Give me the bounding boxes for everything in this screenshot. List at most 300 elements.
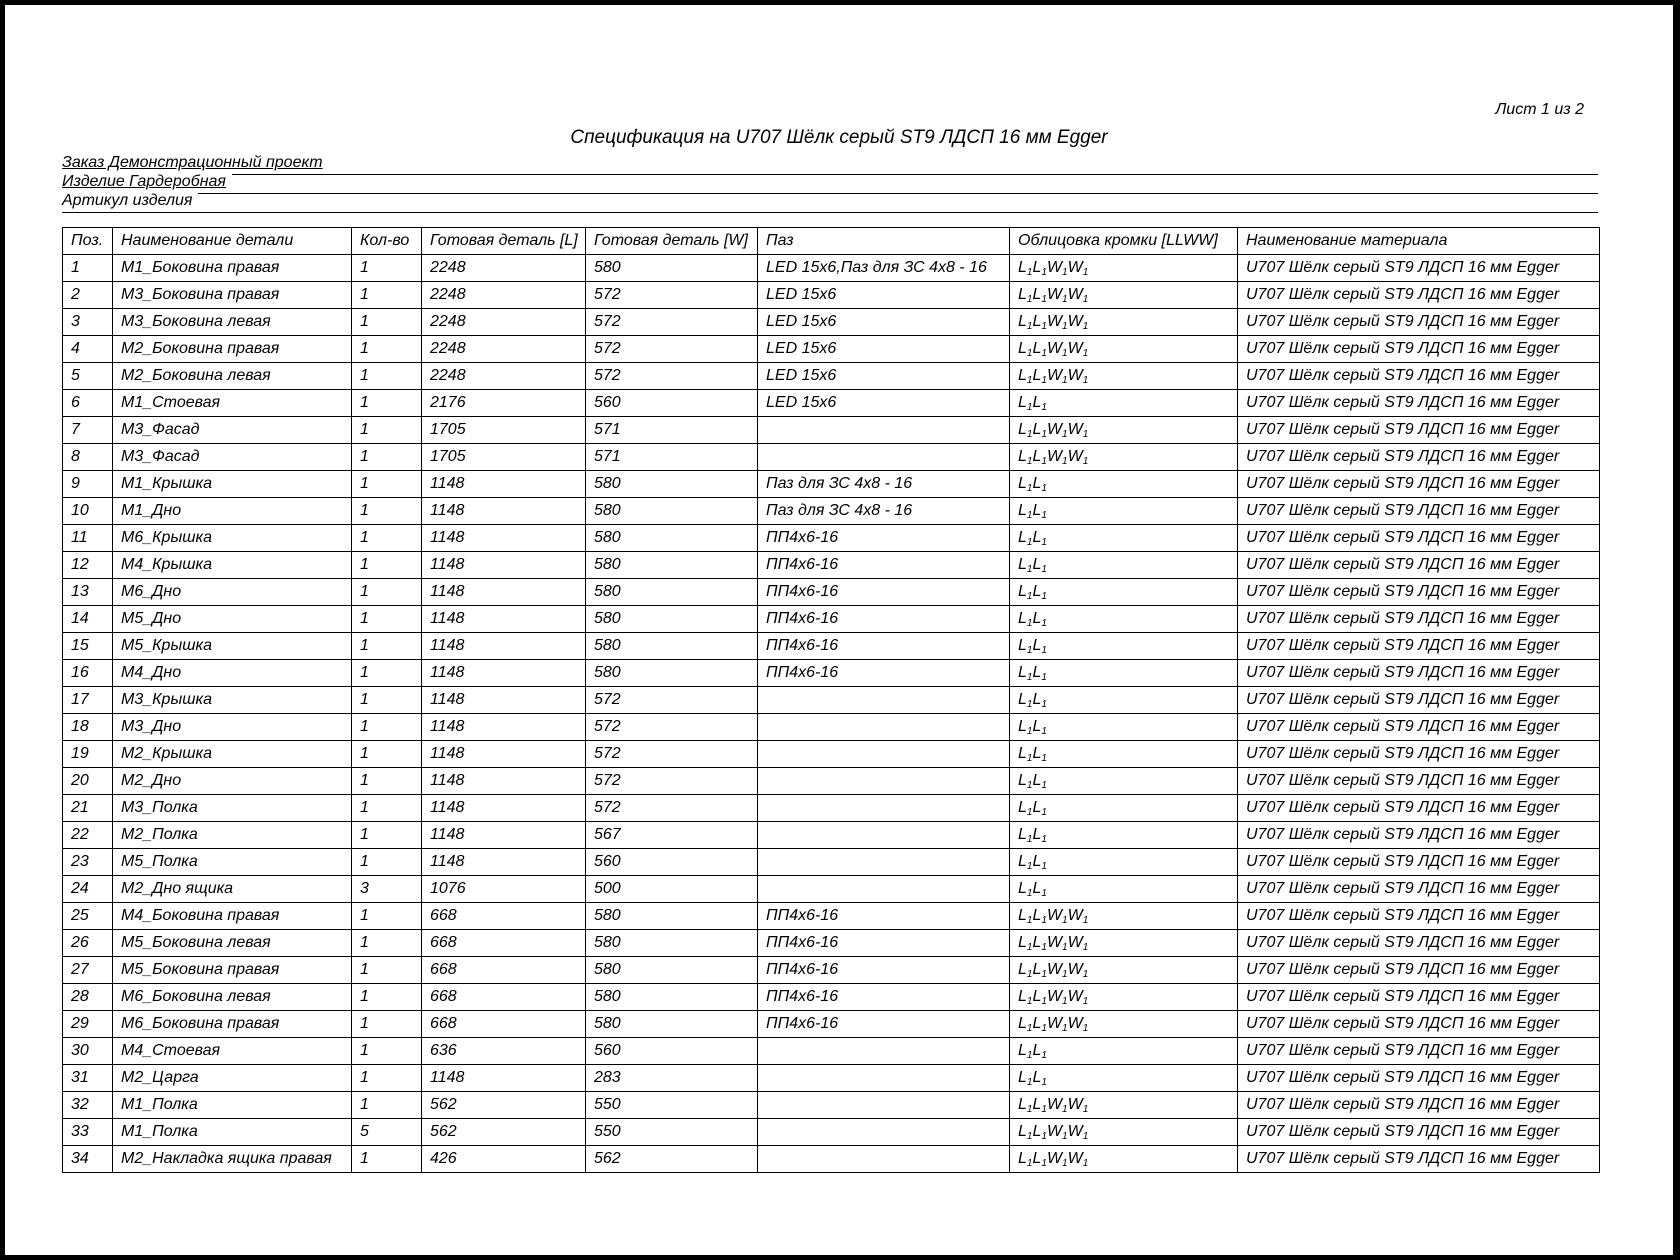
part-name-cell: М3_Фасад (113, 417, 352, 444)
position-cell: 15 (63, 633, 113, 660)
quantity-cell: 1 (352, 741, 422, 768)
edging-cell: $L_1L_1W_1W_1$ (1010, 282, 1238, 309)
quantity-cell: 1 (352, 309, 422, 336)
table-row (63, 390, 1600, 417)
edging-cell: $L_1L_1$ (1010, 687, 1238, 714)
material-cell: U707 Шёлк серый ST9 ЛДСП 16 мм Egger (1238, 417, 1600, 444)
part-name-cell: М2_Дно (113, 768, 352, 795)
length-cell: 562 (422, 1092, 586, 1119)
groove-cell: ПП4х6-16 (758, 930, 1010, 957)
table-row (63, 552, 1600, 579)
length-cell: 1148 (422, 741, 586, 768)
position-cell: 19 (63, 741, 113, 768)
part-name-cell: М1_Полка (113, 1119, 352, 1146)
length-cell: 562 (422, 1119, 586, 1146)
position-cell: 14 (63, 606, 113, 633)
width-cell: 580 (586, 606, 758, 633)
quantity-cell: 1 (352, 606, 422, 633)
groove-cell (758, 714, 1010, 741)
edging-cell: $L_1L_1$ (1010, 1038, 1238, 1065)
part-name-cell: М3_Фасад (113, 444, 352, 471)
position-cell: 27 (63, 957, 113, 984)
length-cell: 1148 (422, 849, 586, 876)
position-cell: 6 (63, 390, 113, 417)
width-cell: 560 (586, 849, 758, 876)
material-cell: U707 Шёлк серый ST9 ЛДСП 16 мм Egger (1238, 1038, 1600, 1065)
width-cell: 580 (586, 471, 758, 498)
width-cell: 580 (586, 498, 758, 525)
position-cell: 24 (63, 876, 113, 903)
table-row (63, 714, 1600, 741)
article-label: Артикул изделия (62, 192, 198, 209)
width-cell: 550 (586, 1092, 758, 1119)
edging-cell: $L_1L_1W_1W_1$ (1010, 957, 1238, 984)
position-cell: 23 (63, 849, 113, 876)
length-cell: 1148 (422, 822, 586, 849)
width-cell: 580 (586, 660, 758, 687)
groove-cell: ПП4х6-16 (758, 903, 1010, 930)
material-cell: U707 Шёлк серый ST9 ЛДСП 16 мм Egger (1238, 336, 1600, 363)
position-cell: 31 (63, 1065, 113, 1092)
position-cell: 29 (63, 1011, 113, 1038)
groove-cell (758, 444, 1010, 471)
part-name-cell: М1_Боковина правая (113, 255, 352, 282)
edging-cell: $L_1L_1$ (1010, 822, 1238, 849)
material-cell: U707 Шёлк серый ST9 ЛДСП 16 мм Egger (1238, 309, 1600, 336)
part-name-cell: М3_Боковина правая (113, 282, 352, 309)
groove-cell (758, 1065, 1010, 1092)
table-row (63, 1146, 1600, 1173)
position-cell: 1 (63, 255, 113, 282)
part-name-cell: М2_Царга (113, 1065, 352, 1092)
groove-cell: ПП4х6-16 (758, 552, 1010, 579)
length-cell: 1148 (422, 525, 586, 552)
edging-cell: $L_1L_1$ (1010, 849, 1238, 876)
column-header: Готовая деталь [L] (422, 228, 586, 255)
quantity-cell: 1 (352, 633, 422, 660)
edging-cell: $L_1L_1W_1W_1$ (1010, 444, 1238, 471)
width-cell: 580 (586, 903, 758, 930)
groove-cell: LED 15x6 (758, 282, 1010, 309)
quantity-cell: 1 (352, 714, 422, 741)
edging-cell: $L_1L_1W_1W_1$ (1010, 1119, 1238, 1146)
length-cell: 2248 (422, 309, 586, 336)
table-row (63, 606, 1600, 633)
quantity-cell: 1 (352, 930, 422, 957)
length-cell: 1148 (422, 498, 586, 525)
table-row (63, 741, 1600, 768)
position-cell: 13 (63, 579, 113, 606)
part-name-cell: М1_Дно (113, 498, 352, 525)
quantity-cell: 1 (352, 282, 422, 309)
width-cell: 572 (586, 363, 758, 390)
part-name-cell: М4_Боковина правая (113, 903, 352, 930)
part-name-cell: М5_Дно (113, 606, 352, 633)
groove-cell (758, 1038, 1010, 1065)
table-row (63, 930, 1600, 957)
length-cell: 1705 (422, 417, 586, 444)
groove-cell: ПП4х6-16 (758, 1011, 1010, 1038)
product-line (62, 173, 1598, 194)
length-cell: 1148 (422, 552, 586, 579)
material-cell: U707 Шёлк серый ST9 ЛДСП 16 мм Egger (1238, 1011, 1600, 1038)
width-cell: 580 (586, 930, 758, 957)
width-cell: 283 (586, 1065, 758, 1092)
position-cell: 17 (63, 687, 113, 714)
part-name-cell: М1_Стоевая (113, 390, 352, 417)
width-cell: 572 (586, 687, 758, 714)
table-row (63, 255, 1600, 282)
part-name-cell: М3_Дно (113, 714, 352, 741)
length-cell: 1148 (422, 606, 586, 633)
material-cell: U707 Шёлк серый ST9 ЛДСП 16 мм Egger (1238, 687, 1600, 714)
quantity-cell: 1 (352, 903, 422, 930)
length-cell: 1148 (422, 768, 586, 795)
part-name-cell: М5_Боковина левая (113, 930, 352, 957)
table-row (63, 471, 1600, 498)
groove-cell: ПП4х6-16 (758, 579, 1010, 606)
table-body (63, 255, 1600, 1173)
material-cell: U707 Шёлк серый ST9 ЛДСП 16 мм Egger (1238, 795, 1600, 822)
table-row (63, 1092, 1600, 1119)
table-row (63, 795, 1600, 822)
material-cell: U707 Шёлк серый ST9 ЛДСП 16 мм Egger (1238, 660, 1600, 687)
width-cell: 580 (586, 957, 758, 984)
length-cell: 668 (422, 1011, 586, 1038)
quantity-cell: 1 (352, 795, 422, 822)
position-cell: 7 (63, 417, 113, 444)
material-cell: U707 Шёлк серый ST9 ЛДСП 16 мм Egger (1238, 1119, 1600, 1146)
width-cell: 550 (586, 1119, 758, 1146)
quantity-cell: 1 (352, 525, 422, 552)
width-cell: 567 (586, 822, 758, 849)
quantity-cell: 1 (352, 579, 422, 606)
edging-cell: $L_1L_1$ (1010, 606, 1238, 633)
quantity-cell: 1 (352, 363, 422, 390)
part-name-cell: М2_Дно ящика (113, 876, 352, 903)
edging-cell: $L_1L_1$ (1010, 633, 1238, 660)
groove-cell (758, 795, 1010, 822)
position-cell: 8 (63, 444, 113, 471)
groove-cell: ПП4х6-16 (758, 660, 1010, 687)
edging-cell: $L_1L_1W_1W_1$ (1010, 255, 1238, 282)
table-row (63, 903, 1600, 930)
length-cell: 668 (422, 984, 586, 1011)
spec-table-container (62, 227, 1602, 1169)
length-cell: 668 (422, 957, 586, 984)
part-name-cell: М5_Крышка (113, 633, 352, 660)
groove-cell (758, 741, 1010, 768)
groove-cell: ПП4х6-16 (758, 984, 1010, 1011)
edging-cell: $L_1L_1W_1W_1$ (1010, 336, 1238, 363)
material-cell: U707 Шёлк серый ST9 ЛДСП 16 мм Egger (1238, 498, 1600, 525)
part-name-cell: М4_Крышка (113, 552, 352, 579)
spec-sheet (5, 5, 1673, 1255)
width-cell: 562 (586, 1146, 758, 1173)
position-cell: 4 (63, 336, 113, 363)
table-row (63, 525, 1600, 552)
edging-cell: $L_1L_1$ (1010, 471, 1238, 498)
width-cell: 571 (586, 444, 758, 471)
edging-cell: $L_1L_1W_1W_1$ (1010, 903, 1238, 930)
width-cell: 560 (586, 390, 758, 417)
position-cell: 34 (63, 1146, 113, 1173)
edging-cell: $L_1L_1$ (1010, 552, 1238, 579)
quantity-cell: 1 (352, 255, 422, 282)
part-name-cell: М6_Крышка (113, 525, 352, 552)
column-header: Паз (758, 228, 1010, 255)
column-header: Облицовка кромки [LLWW] (1010, 228, 1238, 255)
table-row (63, 1119, 1600, 1146)
length-cell: 2248 (422, 255, 586, 282)
quantity-cell: 1 (352, 1092, 422, 1119)
material-cell: U707 Шёлк серый ST9 ЛДСП 16 мм Egger (1238, 741, 1600, 768)
length-cell: 2248 (422, 282, 586, 309)
edging-cell: $L_1L_1$ (1010, 741, 1238, 768)
material-cell: U707 Шёлк серый ST9 ЛДСП 16 мм Egger (1238, 579, 1600, 606)
length-cell: 1076 (422, 876, 586, 903)
table-row (63, 282, 1600, 309)
position-cell: 3 (63, 309, 113, 336)
column-header: Наименование детали (113, 228, 352, 255)
width-cell: 572 (586, 741, 758, 768)
width-cell: 580 (586, 552, 758, 579)
position-cell: 16 (63, 660, 113, 687)
column-header: Кол-во (352, 228, 422, 255)
material-cell: U707 Шёлк серый ST9 ЛДСП 16 мм Egger (1238, 1065, 1600, 1092)
spec-table (62, 227, 1600, 1173)
length-cell: 1705 (422, 444, 586, 471)
groove-cell: LED 15x6 (758, 336, 1010, 363)
edging-cell: $L_1L_1$ (1010, 525, 1238, 552)
width-cell: 580 (586, 579, 758, 606)
width-cell: 580 (586, 984, 758, 1011)
width-cell: 571 (586, 417, 758, 444)
table-row (63, 336, 1600, 363)
position-cell: 32 (63, 1092, 113, 1119)
position-cell: 20 (63, 768, 113, 795)
part-name-cell: М3_Полка (113, 795, 352, 822)
groove-cell (758, 1119, 1010, 1146)
table-row (63, 417, 1600, 444)
groove-cell: ПП4х6-16 (758, 606, 1010, 633)
part-name-cell: М4_Стоевая (113, 1038, 352, 1065)
part-name-cell: М1_Полка (113, 1092, 352, 1119)
edging-cell: $L_1L_1$ (1010, 579, 1238, 606)
position-cell: 9 (63, 471, 113, 498)
column-header: Наименование материала (1238, 228, 1600, 255)
length-cell: 636 (422, 1038, 586, 1065)
length-cell: 1148 (422, 687, 586, 714)
material-cell: U707 Шёлк серый ST9 ЛДСП 16 мм Egger (1238, 1092, 1600, 1119)
quantity-cell: 1 (352, 1038, 422, 1065)
material-cell: U707 Шёлк серый ST9 ЛДСП 16 мм Egger (1238, 822, 1600, 849)
material-cell: U707 Шёлк серый ST9 ЛДСП 16 мм Egger (1238, 876, 1600, 903)
table-row (63, 876, 1600, 903)
material-cell: U707 Шёлк серый ST9 ЛДСП 16 мм Egger (1238, 957, 1600, 984)
sheet-number: Лист 1 из 2 (1495, 101, 1584, 118)
table-row (63, 849, 1600, 876)
groove-cell (758, 687, 1010, 714)
quantity-cell: 1 (352, 687, 422, 714)
groove-cell: LED 15x6,Паз для ЗС 4х8 - 16 (758, 255, 1010, 282)
table-row (63, 444, 1600, 471)
edging-cell: $L_1L_1W_1W_1$ (1010, 1092, 1238, 1119)
quantity-cell: 1 (352, 417, 422, 444)
part-name-cell: М2_Боковина правая (113, 336, 352, 363)
edging-cell: $L_1L_1W_1W_1$ (1010, 363, 1238, 390)
material-cell: U707 Шёлк серый ST9 ЛДСП 16 мм Egger (1238, 390, 1600, 417)
quantity-cell: 1 (352, 390, 422, 417)
edging-cell: $L_1L_1W_1W_1$ (1010, 984, 1238, 1011)
length-cell: 1148 (422, 714, 586, 741)
material-cell: U707 Шёлк серый ST9 ЛДСП 16 мм Egger (1238, 525, 1600, 552)
edging-cell: $L_1L_1W_1W_1$ (1010, 417, 1238, 444)
part-name-cell: М1_Крышка (113, 471, 352, 498)
quantity-cell: 3 (352, 876, 422, 903)
groove-cell (758, 876, 1010, 903)
part-name-cell: М3_Крышка (113, 687, 352, 714)
part-name-cell: М4_Дно (113, 660, 352, 687)
table-row (63, 309, 1600, 336)
table-header-row (63, 228, 1600, 255)
material-cell: U707 Шёлк серый ST9 ЛДСП 16 мм Egger (1238, 714, 1600, 741)
length-cell: 1148 (422, 633, 586, 660)
material-cell: U707 Шёлк серый ST9 ЛДСП 16 мм Egger (1238, 282, 1600, 309)
part-name-cell: М5_Боковина правая (113, 957, 352, 984)
groove-cell (758, 849, 1010, 876)
table-row (63, 1011, 1600, 1038)
groove-cell: Паз для ЗС 4х8 - 16 (758, 471, 1010, 498)
edging-cell: $L_1L_1$ (1010, 498, 1238, 525)
groove-cell (758, 822, 1010, 849)
part-name-cell: М5_Полка (113, 849, 352, 876)
table-row (63, 768, 1600, 795)
table-row (63, 984, 1600, 1011)
quantity-cell: 1 (352, 1011, 422, 1038)
quantity-cell: 1 (352, 849, 422, 876)
length-cell: 1148 (422, 795, 586, 822)
groove-cell: ПП4х6-16 (758, 525, 1010, 552)
table-row (63, 822, 1600, 849)
material-cell: U707 Шёлк серый ST9 ЛДСП 16 мм Egger (1238, 984, 1600, 1011)
edging-cell: $L_1L_1$ (1010, 1065, 1238, 1092)
groove-cell: ПП4х6-16 (758, 957, 1010, 984)
quantity-cell: 1 (352, 1065, 422, 1092)
edging-cell: $L_1L_1W_1W_1$ (1010, 1011, 1238, 1038)
quantity-cell: 1 (352, 336, 422, 363)
table-row (63, 1065, 1600, 1092)
width-cell: 580 (586, 525, 758, 552)
quantity-cell: 1 (352, 471, 422, 498)
edging-cell: $L_1L_1$ (1010, 660, 1238, 687)
position-cell: 30 (63, 1038, 113, 1065)
position-cell: 10 (63, 498, 113, 525)
edging-cell: $L_1L_1W_1W_1$ (1010, 930, 1238, 957)
position-cell: 2 (63, 282, 113, 309)
quantity-cell: 5 (352, 1119, 422, 1146)
width-cell: 580 (586, 633, 758, 660)
length-cell: 1148 (422, 579, 586, 606)
part-name-cell: М2_Боковина левая (113, 363, 352, 390)
table-row (63, 498, 1600, 525)
position-cell: 22 (63, 822, 113, 849)
groove-cell (758, 1092, 1010, 1119)
groove-cell: LED 15x6 (758, 309, 1010, 336)
width-cell: 560 (586, 1038, 758, 1065)
page-title: Спецификация на U707 Шёлк серый ST9 ЛДСП 16 мм Egger (570, 127, 1108, 148)
width-cell: 572 (586, 282, 758, 309)
material-cell: U707 Шёлк серый ST9 ЛДСП 16 мм Egger (1238, 633, 1600, 660)
edging-cell: $L_1L_1W_1W_1$ (1010, 309, 1238, 336)
part-name-cell: М6_Боковина левая (113, 984, 352, 1011)
position-cell: 12 (63, 552, 113, 579)
quantity-cell: 1 (352, 984, 422, 1011)
width-cell: 580 (586, 1011, 758, 1038)
material-cell: U707 Шёлк серый ST9 ЛДСП 16 мм Egger (1238, 606, 1600, 633)
material-cell: U707 Шёлк серый ST9 ЛДСП 16 мм Egger (1238, 930, 1600, 957)
quantity-cell: 1 (352, 822, 422, 849)
length-cell: 2176 (422, 390, 586, 417)
width-cell: 572 (586, 336, 758, 363)
groove-cell: ПП4х6-16 (758, 633, 1010, 660)
groove-cell: LED 15x6 (758, 390, 1010, 417)
position-cell: 11 (63, 525, 113, 552)
position-cell: 18 (63, 714, 113, 741)
order-text: Заказ Демонстрационный проект (62, 154, 329, 171)
edging-cell: $L_1L_1W_1W_1$ (1010, 1146, 1238, 1173)
quantity-cell: 1 (352, 552, 422, 579)
material-cell: U707 Шёлк серый ST9 ЛДСП 16 мм Egger (1238, 1146, 1600, 1173)
column-header: Готовая деталь [W] (586, 228, 758, 255)
quantity-cell: 1 (352, 957, 422, 984)
width-cell: 572 (586, 309, 758, 336)
material-cell: U707 Шёлк серый ST9 ЛДСП 16 мм Egger (1238, 552, 1600, 579)
table-row (63, 579, 1600, 606)
groove-cell (758, 417, 1010, 444)
width-cell: 500 (586, 876, 758, 903)
part-name-cell: М6_Боковина правая (113, 1011, 352, 1038)
material-cell: U707 Шёлк серый ST9 ЛДСП 16 мм Egger (1238, 363, 1600, 390)
material-cell: U707 Шёлк серый ST9 ЛДСП 16 мм Egger (1238, 768, 1600, 795)
length-cell: 2248 (422, 336, 586, 363)
position-cell: 5 (63, 363, 113, 390)
material-cell: U707 Шёлк серый ST9 ЛДСП 16 мм Egger (1238, 903, 1600, 930)
length-cell: 1148 (422, 660, 586, 687)
material-cell: U707 Шёлк серый ST9 ЛДСП 16 мм Egger (1238, 471, 1600, 498)
quantity-cell: 1 (352, 1146, 422, 1173)
position-cell: 26 (63, 930, 113, 957)
position-cell: 25 (63, 903, 113, 930)
material-cell: U707 Шёлк серый ST9 ЛДСП 16 мм Egger (1238, 444, 1600, 471)
column-header: Поз. (63, 228, 113, 255)
table-row (63, 633, 1600, 660)
position-cell: 33 (63, 1119, 113, 1146)
table-row (63, 363, 1600, 390)
edging-cell: $L_1L_1$ (1010, 714, 1238, 741)
part-name-cell: М2_Накладка ящика правая (113, 1146, 352, 1173)
position-cell: 28 (63, 984, 113, 1011)
edging-cell: $L_1L_1$ (1010, 390, 1238, 417)
width-cell: 572 (586, 714, 758, 741)
table-row (63, 957, 1600, 984)
part-name-cell: М6_Дно (113, 579, 352, 606)
table-row (63, 1038, 1600, 1065)
length-cell: 1148 (422, 471, 586, 498)
groove-cell (758, 768, 1010, 795)
material-cell: U707 Шёлк серый ST9 ЛДСП 16 мм Egger (1238, 255, 1600, 282)
width-cell: 580 (586, 255, 758, 282)
